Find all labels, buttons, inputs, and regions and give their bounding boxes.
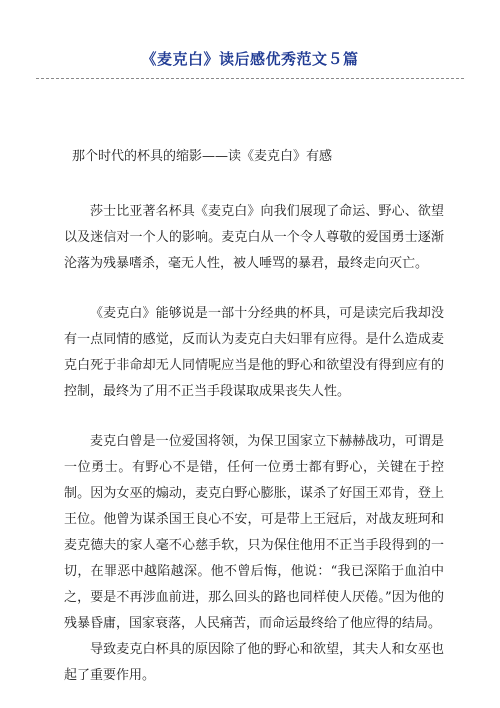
body-paragraph-1 xyxy=(64,199,444,277)
paragraph-text: 《麦克白》能够说是一部十分经典的杯具，可是读完后我却没有一点同情的感觉，反而认为麦克白夫妇罪有应得。是什么造成麦克白死于非命却无人同情呢应当是他的野心和欲望没有得到应有的控制，最终为了用不正当手段谋取成果丧失人性。 xyxy=(64,306,444,399)
paragraph-text: 导致麦克白杯具的原因除了他的野心和欲望，其夫人和女巫也起了重要作用。 xyxy=(64,642,444,683)
document-title: 《麦克白》读后感优秀范文５篇 xyxy=(141,50,359,68)
title-divider xyxy=(36,78,464,79)
body-paragraph-2 xyxy=(64,301,444,405)
paragraph-text: 莎士比亚著名杯具《麦克白》向我们展现了命运、野心、欲望以及迷信对一个人的影响。麦克白从一个令人尊敬的爱国勇士逐渐沦落为残暴嗜杀，毫无人性，被人唾骂的暴君，最终走向灭亡。 xyxy=(64,204,444,271)
paragraph-text: 麦克白曾是一位爱国将领，为保卫国家立下赫赫战功，可谓是一位勇士。有野心不是错，任何一位勇士都有野心，关键在于控制。因为女巫的煽动，麦克白野心膨胀，谋杀了好国王邓肯，登上王位。他曾为谋杀国王良心不安，可是带上王冠后，对战友班珂和麦克德夫的家人毫不心慈手软，只为保住他用不正当手段得到的一切，在罪恶中越陷越深。他不曾后悔，他说：“我已深陷于血泊中之，要是不再涉血前进，那么回头的路也同样使人厌倦。”因为他的残暴昏庸，国家衰落，人民痛苦，而命运最终给了他应得的结局。 xyxy=(64,434,444,631)
essay-subtitle: 那个时代的杯具的缩影——读《麦克白》有感 xyxy=(72,149,333,164)
body-paragraph-3 xyxy=(64,429,444,637)
body-paragraph-4 xyxy=(64,637,444,689)
